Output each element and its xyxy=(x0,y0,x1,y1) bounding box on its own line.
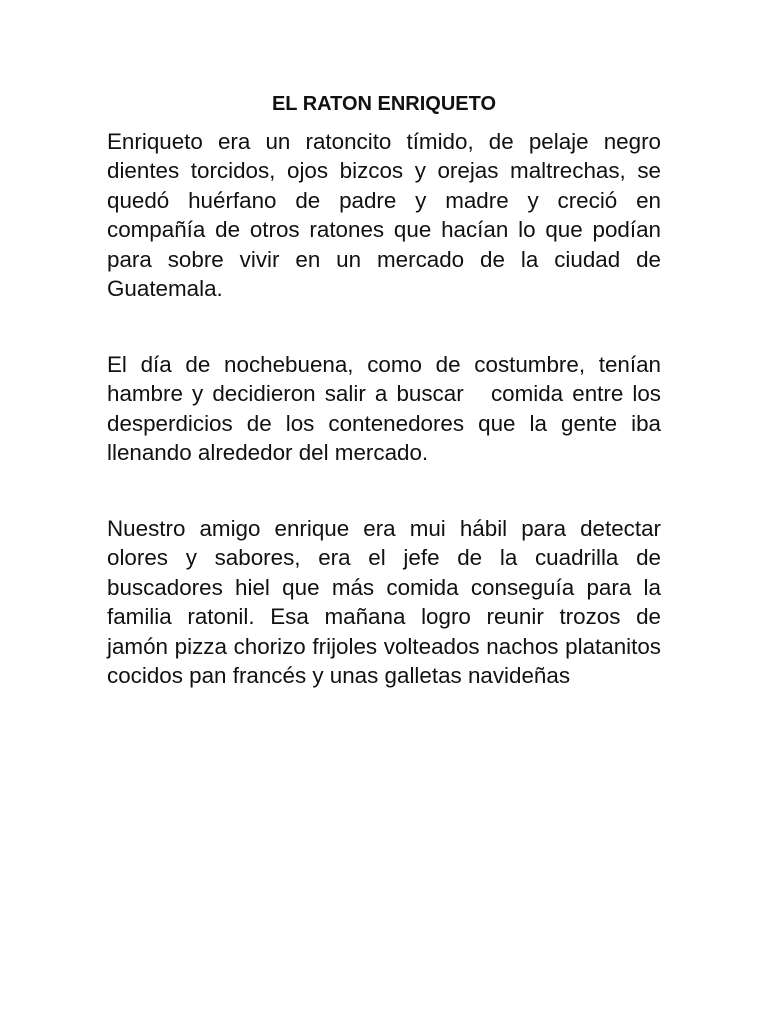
paragraph-3: Nuestro amigo enrique era mui hábil para detectar olores y sabores, era el jefe de la cuadrilla de buscadores hiel que más comida conseguía para la familia ratonil. Esa mañana logro reunir trozos de jamón pizza chorizo frijoles volteados nachos platanitos cocidos pan francés y unas galletas navideñas xyxy=(107,516,668,689)
document-title: EL RATON ENRIQUETO xyxy=(271,93,497,115)
paragraph-2: El día de nochebuena, como de costumbre, tenían hambre y decidieron salir a buscar comida entre los desperdicios de los contenedores que la gente iba llenando alrededor del mercado. xyxy=(107,352,668,466)
paragraph-1: Enriqueto era un ratoncito tímido, de pelaje negro dientes torcidos, ojos bizcos y orejas maltrechas, se quedó huérfano de padre y madre y creció en compañía de otros ratones que hacían lo que podían para sobre vivir en un mercado de la ciudad de Guatemala. xyxy=(107,129,668,302)
